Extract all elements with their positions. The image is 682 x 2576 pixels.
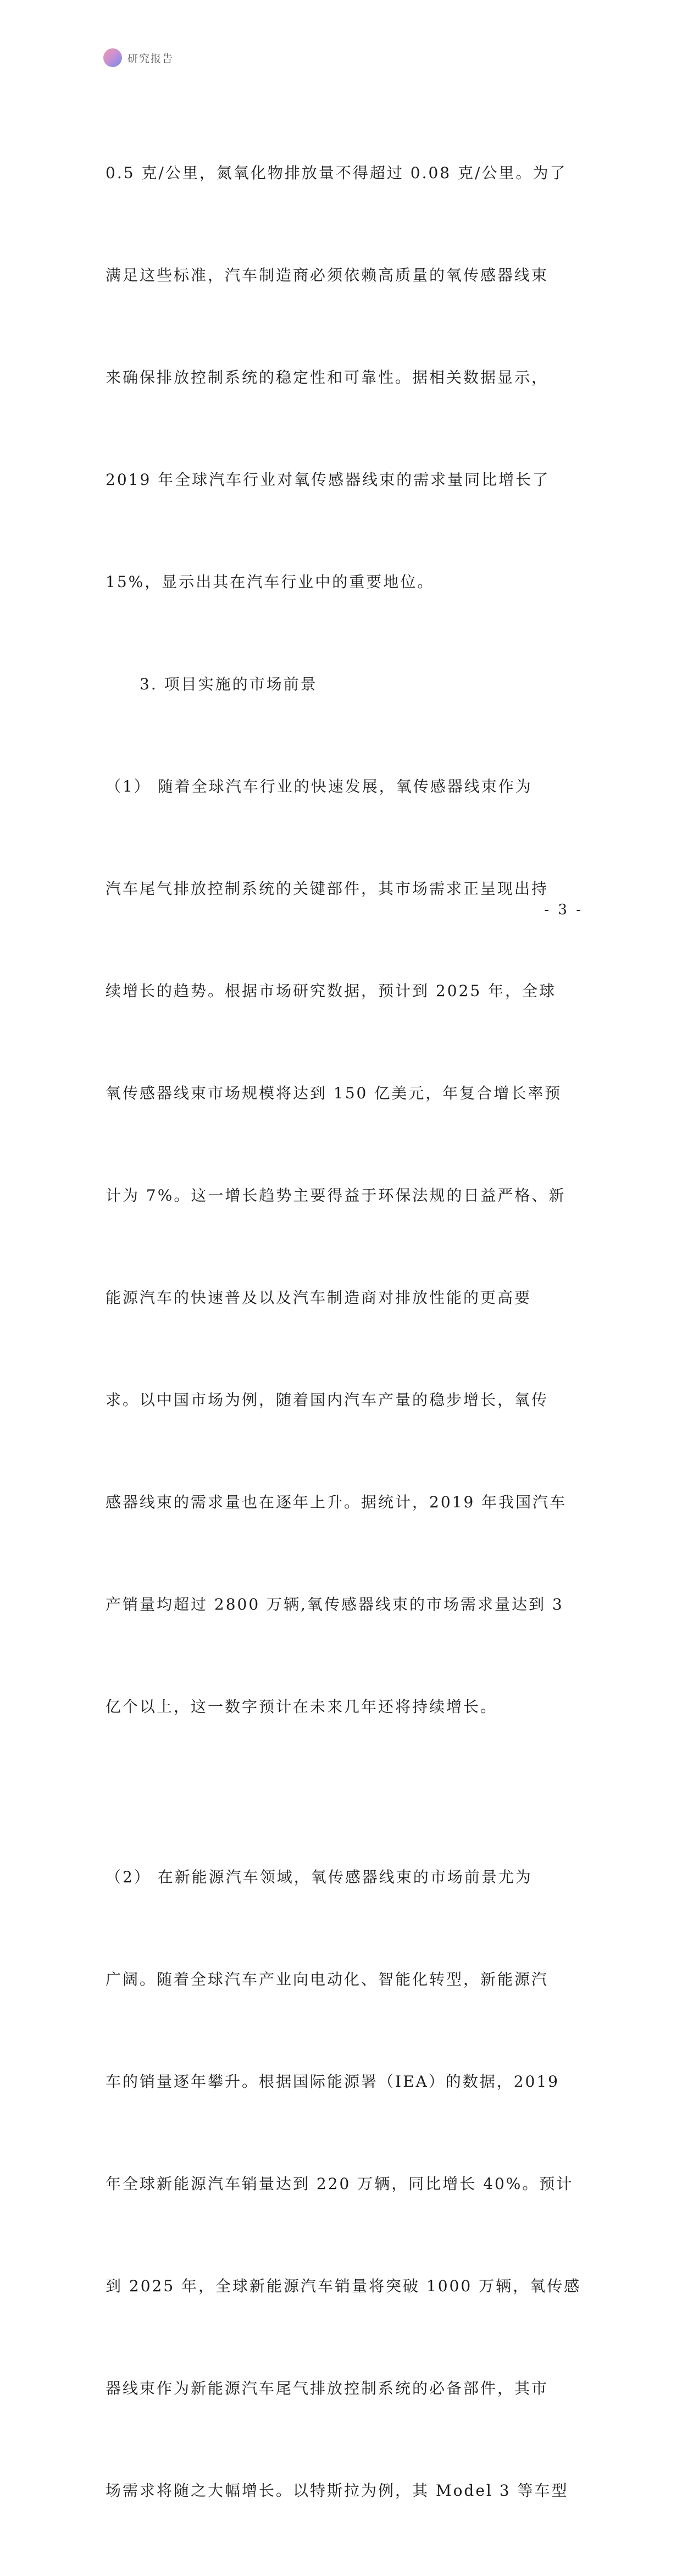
logo-circle-icon: [103, 48, 122, 67]
text-line: 15%，显示出其在汽车行业中的重要地位。: [106, 573, 435, 591]
text-line: 到 2025 年，全球新能源汽车销量将突破 1000 万辆，氧传感: [106, 2277, 581, 2295]
text-line: 来确保排放控制系统的稳定性和可靠性。据相关数据显示，: [106, 368, 549, 386]
header-title: 研究报告: [127, 52, 174, 65]
text-line: 汽车尾气排放控制系统的关键部件，其市场需求正呈现出持: [106, 880, 549, 898]
text-line: （1） 随着全球汽车行业的快速发展，氧传感器线束作为: [106, 777, 533, 795]
document-body: [106, 88, 584, 2576]
text-line: 器线束作为新能源汽车尾气排放控制系统的必备部件，其市: [106, 2379, 549, 2397]
page-number: - 3 -: [544, 902, 583, 918]
text-line: 求。以中国市场为例，随着国内汽车产量的稳步增长，氧传: [106, 1391, 549, 1409]
page-header: [103, 48, 174, 67]
text-line: 满足这些标准，汽车制造商必须依赖高质量的氧传感器线束: [106, 266, 549, 284]
text-line: 场需求将随之大幅增长。以特斯拉为例，其 Model 3 等车型: [106, 2481, 569, 2500]
text-line: 能源汽车的快速普及以及汽车制造商对排放性能的更高要: [106, 1289, 532, 1307]
text-line: 车的销量逐年攀升。根据国际能源署（IEA）的数据，2019: [106, 2072, 559, 2091]
text-line: 年全球新能源汽车销量达到 220 万辆，同比增长 40%。预计: [106, 2175, 574, 2193]
text-line: 2019 年全球汽车行业对氧传感器线束的需求量同比增长了: [106, 471, 550, 489]
text-line: 广阔。随着全球汽车产业向电动化、智能化转型，新能源汽: [106, 1970, 549, 1988]
text-line: 氧传感器线束市场规模将达到 150 亿美元，年复合增长率预: [106, 1084, 562, 1102]
text-line: 产销量均超过 2800 万辆,氧传感器线束的市场需求量达到 3: [106, 1595, 564, 1613]
text-line: 计为 7%。这一增长趋势主要得益于环保法规的日益严格、新: [106, 1186, 566, 1204]
paragraph-2: [106, 701, 584, 1792]
text-line: 0.5 克/公里，氮氧化物排放量不得超过 0.08 克/公里。为了: [106, 164, 567, 182]
paragraph-1: [106, 88, 584, 667]
text-line: 续增长的趋势。根据市场研究数据，预计到 2025 年，全球: [106, 982, 557, 1000]
section-heading: 3. 项目实施的市场前景: [140, 675, 318, 693]
text-line: 亿个以上，这一数字预计在未来几年还将持续增长。: [106, 1698, 498, 1716]
text-line: （2） 在新能源汽车领域，氧传感器线束的市场前景尤为: [106, 1868, 533, 1886]
paragraph-3: [106, 1792, 584, 2576]
text-line: 感器线束的需求量也在逐年上升。据统计，2019 年我国汽车: [106, 1493, 567, 1511]
